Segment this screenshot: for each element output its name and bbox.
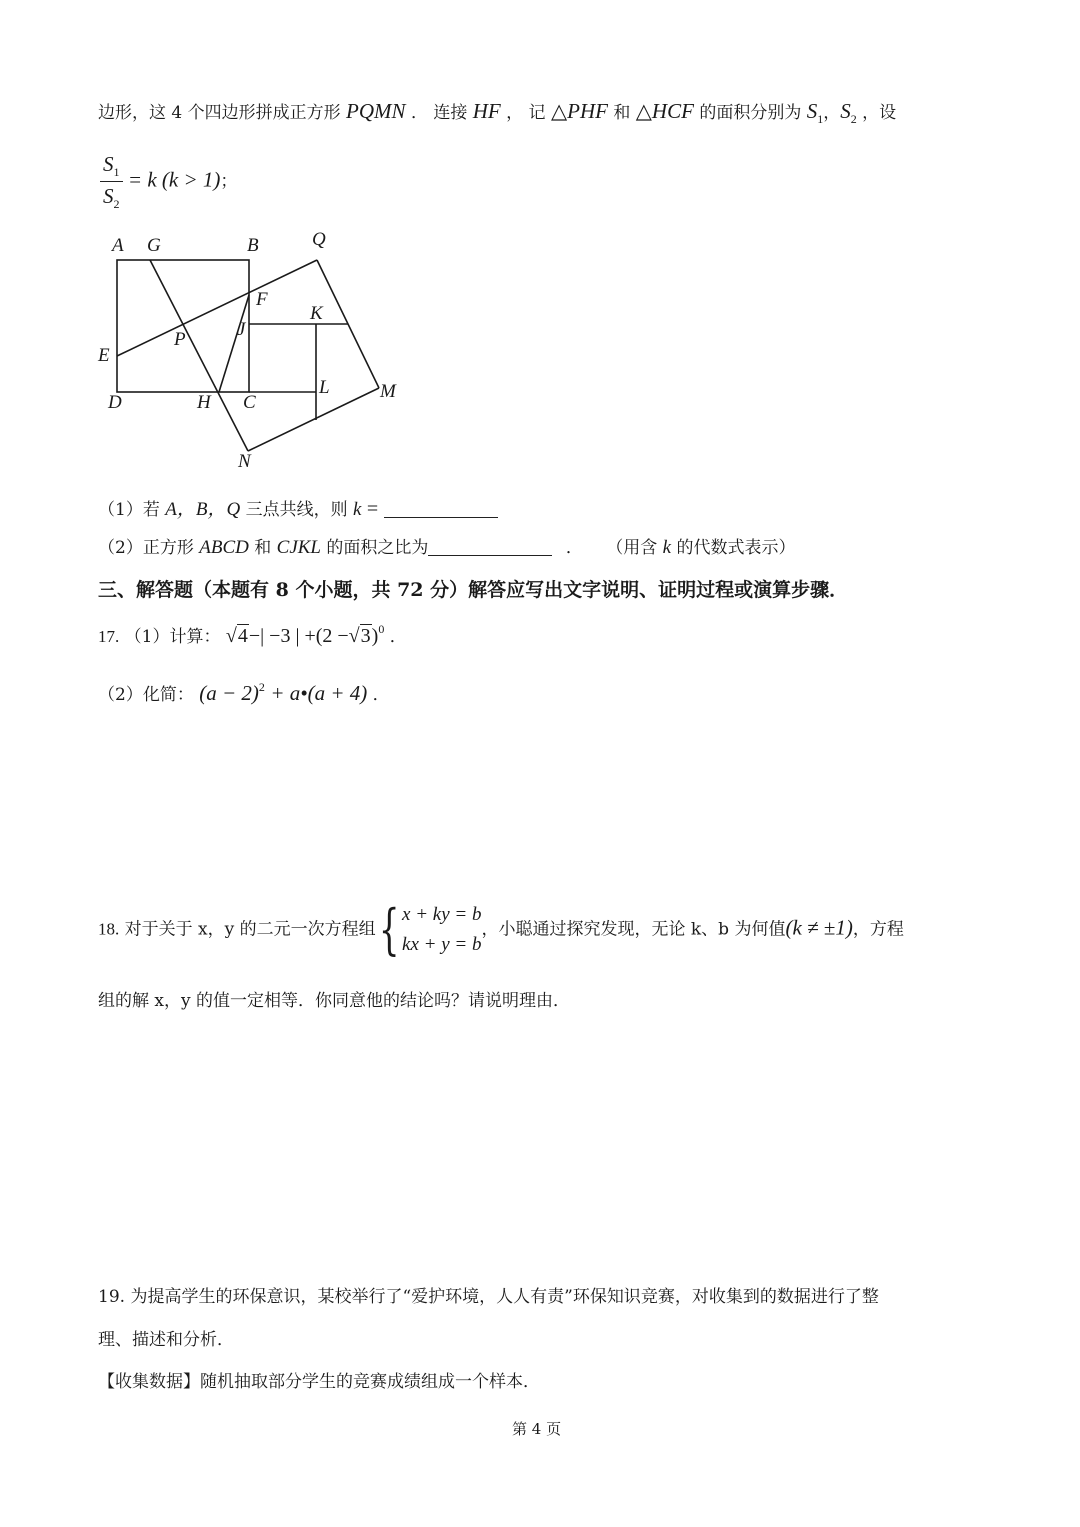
label-c: C (243, 392, 256, 413)
s1-symbol: S (806, 99, 818, 123)
problem-19-line-3: 【收集数据】随机抽取部分学生的竞赛成绩组成一个样本． (98, 1372, 540, 1392)
label-l: L (319, 377, 330, 398)
intro-text-let: ，设 (862, 103, 897, 123)
p18-number: 18. (98, 919, 120, 939)
p17-part1-label: （1）计算： (124, 627, 221, 647)
q1-suffix: 三点共线，则 (245, 500, 348, 520)
label-b: B (247, 235, 259, 256)
triangle-hcf-label: △HCF (635, 99, 694, 123)
label-g: G (147, 235, 161, 256)
p17-part2-end: ． (372, 685, 390, 705)
problem-17-part-1 (98, 622, 407, 648)
p17-part1-end: ． (389, 627, 407, 647)
question-2 (98, 533, 795, 559)
p17-part2-rest: + a•(a + 4) (270, 681, 368, 705)
q1-points: A，B，Q (165, 499, 241, 520)
q1-eq: = (366, 498, 379, 520)
intro-text-and: 和 (613, 103, 631, 123)
section-heading: 三、解答题（本题有 8 个小题，共 72 分）解答应写出文字说明、证明过程或演算步骤． (98, 579, 849, 601)
p17-part2-exponent: 2 (258, 680, 265, 694)
line-eq (117, 260, 317, 356)
problem-17-part-2 (98, 680, 390, 706)
problem-18-line-2: 组的解 x，y 的值一定相等．你同意他的结论吗？请说明理由． (98, 991, 570, 1011)
intro-text-connect: ． 连接 (410, 103, 468, 123)
line-mn (248, 388, 379, 451)
p17-part1-expression: √4−| −3 | $+(2 -√3)^0$ (225, 622, 385, 647)
intro-text: 边形，这 4 个四边形拼成正方形 (98, 103, 341, 123)
p17-part2-label: （2）化简： (98, 685, 194, 705)
question-1 (98, 494, 498, 521)
label-n: N (238, 451, 251, 472)
label-a: A (112, 235, 124, 256)
s2-subscript: 2 (850, 112, 857, 126)
s2-symbol: S (840, 99, 851, 123)
q2-suffix: 的面积之比为 (326, 538, 429, 558)
q2-answer-blank[interactable] (428, 537, 552, 556)
problem-19-line-2: 理、描述和分析． (98, 1330, 234, 1350)
line-hf (219, 295, 249, 392)
q2-square-cjkl: CJKL (276, 537, 322, 558)
ratio-end: ； (220, 171, 238, 192)
ratio-value: = k (k > 1) (127, 167, 221, 192)
system-brace: { (378, 898, 400, 961)
intro-line-1: 边形，这 4 个四边形拼成正方形 PQMN ． 连接 HF ， 记 △PHF 和 △HCF 的面积分别为 $S_1$，$S_2$ ，设 (98, 99, 897, 126)
q2-note-end: 的代数式表示） (676, 538, 796, 558)
label-k: K (310, 303, 323, 324)
ratio-definition (100, 152, 237, 212)
triangle-phf-label: △PHF (550, 99, 608, 123)
problem-19-line-1: 19. 为提高学生的环保意识，某校举行了“爱护环境，人人有责”环保知识竞赛，对收集到的数据进行了整 (98, 1287, 879, 1307)
q2-note-k: k (662, 537, 672, 558)
p17-number: 17. (98, 627, 120, 646)
equation-system (402, 900, 481, 960)
p18-text-a: 对于关于 x，y 的二元一次方程组 (124, 919, 376, 940)
label-e: E (98, 345, 110, 366)
label-d: D (108, 392, 122, 413)
p17-part2-base: (a − 2) (199, 681, 259, 705)
segment-hf-label: HF (472, 99, 501, 123)
label-j: J (237, 319, 246, 340)
label-q: Q (312, 229, 326, 250)
page-number: 第 4 页 (512, 1420, 562, 1438)
intro-text-note: ， 记 (506, 103, 546, 123)
label-m: M (380, 381, 396, 402)
problem-18-line-1 (98, 900, 904, 960)
p18-text-c: ，方程 (852, 919, 904, 940)
q2-note: （用含 (606, 538, 658, 558)
p18-text-b: ，小聪通过探究发现，无论 k、b 为何值 (481, 919, 786, 940)
q2-square-abcd: ABCD (199, 537, 249, 558)
s1-subscript: 1 (817, 112, 824, 126)
geometry-figure (90, 225, 420, 475)
label-h: H (197, 392, 211, 413)
line-gn (150, 260, 248, 451)
q2-and: 和 (254, 538, 272, 558)
q1-prefix: （1）若 (98, 500, 160, 520)
intro-text-area: 的面积分别为 (699, 103, 802, 123)
label-f: F (256, 289, 268, 310)
q1-var: k (352, 499, 362, 520)
q1-answer-blank[interactable] (384, 499, 498, 518)
ratio-fraction: $\frac{S_1}{S_2}$ (100, 152, 123, 212)
equation-1: x + ky = b (402, 904, 482, 925)
equation-2: kx + y = b (402, 934, 482, 955)
q2-after: ． (565, 538, 583, 558)
figure-diagram (90, 225, 420, 475)
q2-prefix: （2）正方形 (98, 538, 194, 558)
square-pqmn-label: PQMN (346, 99, 406, 123)
label-p: P (174, 329, 186, 350)
p18-condition: (k ≠ ±1) (785, 915, 853, 940)
